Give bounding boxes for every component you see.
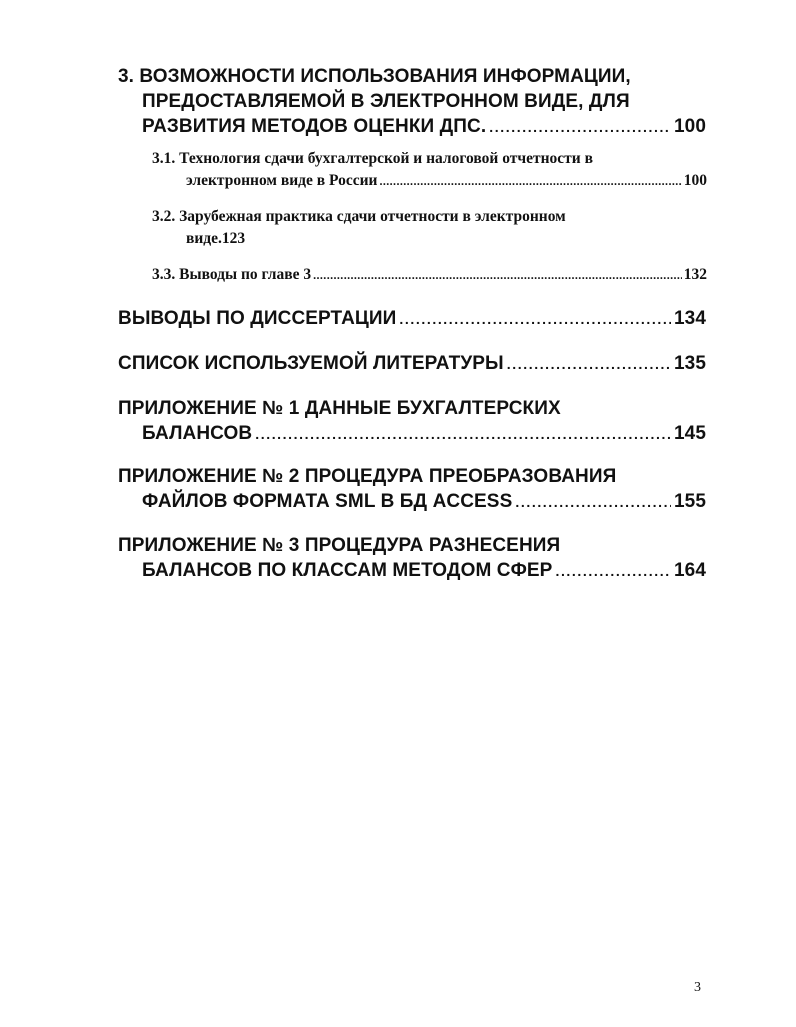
toc-appendix-2-page: 155	[673, 491, 706, 512]
toc-appendix-3-line1: ПРИЛОЖЕНИЕ № 3 ПРОЦЕДУРА РАЗНЕСЕНИЯ	[118, 535, 561, 556]
toc-literature-text: СПИСОК ИСПОЛЬЗУЕМОЙ ЛИТЕРАТУРЫ	[118, 353, 504, 374]
toc-appendix-2-line2	[118, 489, 706, 514]
toc-conclusions-text: ВЫВОДЫ ПО ДИССЕРТАЦИИ	[118, 308, 397, 329]
toc-section-3-3	[152, 264, 707, 286]
dot-leader	[515, 490, 671, 515]
toc-appendix-3-line2	[118, 558, 706, 583]
toc-section-3-2-page: 123	[221, 230, 246, 247]
toc-chapter-3-line3	[118, 114, 706, 139]
toc-appendix-2	[118, 464, 706, 514]
toc-appendix-3-line2-text: БАЛАНСОВ ПО КЛАССАМ МЕТОДОМ СФЕР	[142, 560, 553, 581]
toc-appendix-1	[118, 396, 706, 446]
toc-section-3-2-line2-text: виде.	[186, 230, 222, 247]
toc-section-3-2-line2	[152, 228, 707, 250]
toc-literature-page: 135	[673, 353, 706, 374]
toc-section-3-3-line1-text: 3.3. Выводы по главе 3	[152, 266, 312, 283]
toc-literature	[118, 351, 706, 376]
dot-leader	[489, 115, 671, 140]
dot-leader	[255, 422, 671, 447]
toc-section-3-2-line1: 3.2. Зарубежная практика сдачи отчетности в электронном	[152, 208, 566, 225]
toc-appendix-3	[118, 533, 706, 583]
toc-section-3-1-line2	[152, 170, 707, 192]
toc-section-3-1	[152, 148, 707, 192]
page-number: 3	[694, 980, 701, 995]
dot-leader	[507, 352, 671, 377]
toc-section-3-1-page: 100	[683, 172, 707, 189]
toc-appendix-1-line1: ПРИЛОЖЕНИЕ № 1 ДАННЫЕ БУХГАЛТЕРСКИХ	[118, 398, 561, 419]
dot-leader	[399, 307, 671, 332]
toc-appendix-1-page: 145	[673, 423, 706, 444]
toc-appendix-1-line2	[118, 421, 706, 446]
dot-leader	[313, 264, 682, 286]
toc-section-3-3-line1	[152, 264, 707, 286]
dot-leader	[379, 170, 681, 192]
toc-section-3-3-page: 132	[683, 266, 707, 283]
toc-appendix-2-line1: ПРИЛОЖЕНИЕ № 2 ПРОЦЕДУРА ПРЕОБРАЗОВАНИЯ	[118, 466, 617, 487]
toc-appendix-3-page: 164	[673, 560, 706, 581]
toc-chapter-3-line3-text: РАЗВИТИЯ МЕТОДОВ ОЦЕНКИ ДПС.	[142, 116, 487, 137]
toc-chapter-3	[118, 64, 706, 139]
toc-chapter-3-page: 100	[673, 116, 706, 137]
toc-literature-line1	[118, 351, 706, 376]
toc-conclusions	[118, 306, 706, 331]
dot-leader	[555, 559, 671, 584]
toc-chapter-3-line1: 3. ВОЗМОЖНОСТИ ИСПОЛЬЗОВАНИЯ ИНФОРМАЦИИ,	[118, 66, 631, 87]
toc-section-3-1-line1: 3.1. Технология сдачи бухгалтерской и налоговой отчетности в	[152, 150, 593, 167]
toc-section-3-1-line2-text: электронном виде в России	[186, 172, 378, 189]
toc-appendix-2-line2-text: ФАЙЛОВ ФОРМАТА SML В БД ACCESS	[142, 491, 513, 512]
toc-conclusions-line1	[118, 306, 706, 331]
toc-section-3-2	[152, 206, 707, 250]
toc-chapter-3-line2: ПРЕДОСТАВЛЯЕМОЙ В ЭЛЕКТРОННОМ ВИДЕ, ДЛЯ	[142, 91, 630, 112]
toc-conclusions-page: 134	[673, 308, 706, 329]
toc-appendix-1-line2-text: БАЛАНСОВ	[142, 423, 253, 444]
